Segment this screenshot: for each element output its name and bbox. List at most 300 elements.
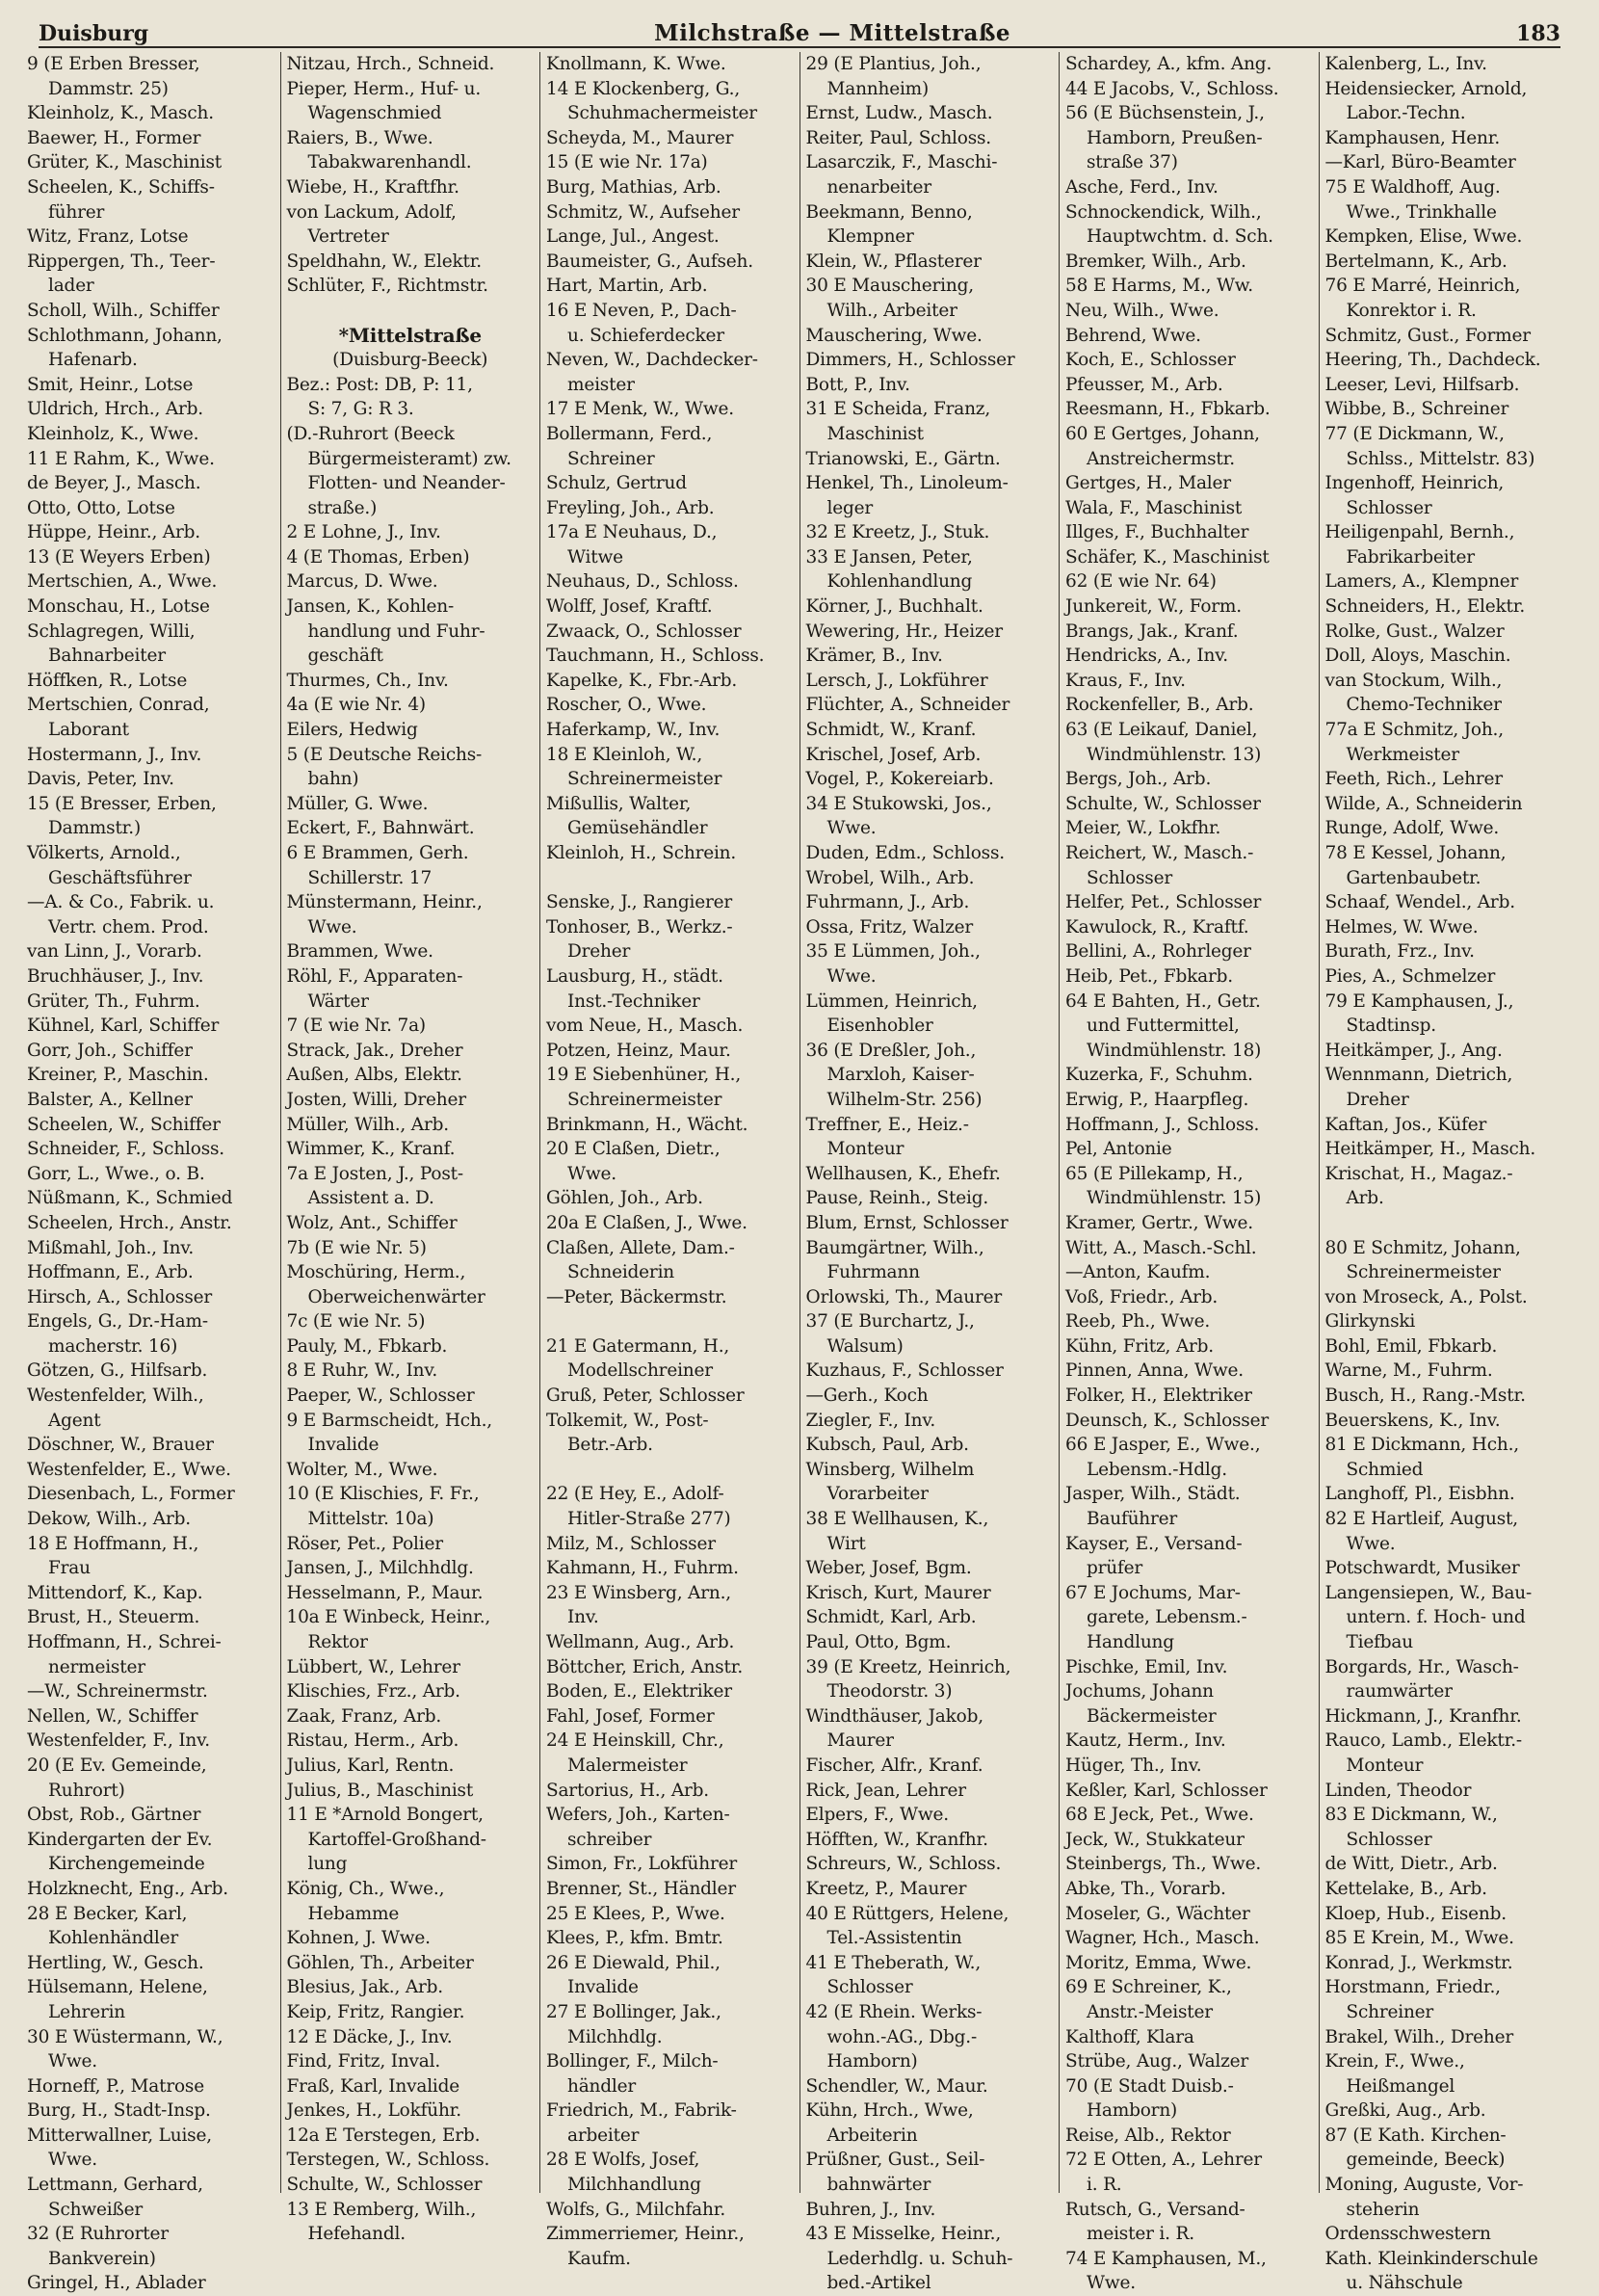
entry-line: Gruß, Peter, Schlosser (546, 1386, 745, 1407)
entry-line: Kloep, Hub., Eisenb. (1324, 1903, 1507, 1924)
entry-line: Erwig, P., Haarpfleg. (1065, 1089, 1249, 1110)
entry-line: Chemo-Techniker (1346, 695, 1502, 716)
entry-line: 80 E Schmitz, Johann, (1324, 1237, 1521, 1258)
entry-line: Glirkynski (1324, 1311, 1416, 1333)
entry-line: Freyling, Joh., Arb. (546, 497, 715, 518)
entry-line: Nitzau, Hrch., Schneid. (286, 54, 495, 74)
entry-line: 37 (E Burchartz, J., (805, 1311, 975, 1333)
entry-line: Moschüring, Herm., (286, 1262, 466, 1283)
entry-line: Kindergarten der Ev. (27, 1829, 213, 1850)
entry-line: 14 E Klockenberg, G., (546, 78, 741, 99)
entry-line: Witt, A., Masch.-Schl. (1065, 1237, 1257, 1258)
entry-line: Moritz, Emma, Wwe. (1065, 1952, 1252, 1973)
entry-line: König, Ch., Wwe., (286, 1878, 445, 1899)
entry-line: 60 E Gertges, Johann, (1065, 423, 1260, 444)
entry-line: Julius, B., Maschinist (286, 1780, 474, 1801)
entry-line: Reichert, W., Masch.- (1065, 843, 1254, 863)
entry-line: Brinkmann, H., Wächt. (546, 1114, 748, 1135)
entry-line: Helmes, W. Wwe. (1324, 916, 1479, 937)
entry-line: 82 E Hartleif, August, (1324, 1509, 1518, 1530)
entry-line: Laborant (48, 720, 129, 741)
entry-line (546, 866, 794, 891)
entry-line: Heib, Pet., Fbkarb. (1065, 965, 1233, 987)
entry-line: Bäckermeister (1087, 1705, 1217, 1727)
entry-line: Kühn, Fritz, Arb. (1065, 1335, 1214, 1357)
entry-line: Ziegler, F., Inv. (805, 1410, 936, 1431)
entry-line: 11 E *Arnold Bongert, (286, 1805, 484, 1826)
entry-line: Klischies, Frz., Arb. (286, 1681, 460, 1702)
column-1 (21, 52, 280, 2294)
entry-line: Assistent a. D. (307, 1188, 434, 1209)
entry-line: lung (307, 1854, 348, 1875)
entry-line: Betr.-Arb. (567, 1435, 653, 1456)
entry-line: 44 E Jacobs, V., Schloss. (1065, 78, 1279, 99)
entry-line: 20a E Claßen, J., Wwe. (546, 1212, 747, 1233)
entry-line: 32 (E Ruhrorter (27, 2224, 169, 2245)
entry-line: Werkmeister (1346, 744, 1459, 765)
entry-line: Westenfelder, F., Inv. (27, 1730, 210, 1752)
entry-line: S: 7, G: R 3. (307, 399, 414, 420)
entry-line: handlung und Fuhr- (307, 620, 485, 642)
entry-line: Pieper, Herm., Huf- u. (286, 78, 482, 99)
entry-line: Wwe. (1346, 1533, 1396, 1554)
entry-line: Ruhrort) (48, 1780, 125, 1801)
entry-line: Wolff, Josef, Kraftf. (546, 596, 713, 618)
entry-line: Lümmen, Heinrich, (805, 990, 978, 1012)
entry-line: Agent (48, 1410, 101, 1431)
entry-line: Ristau, Herm., Arb. (286, 1730, 459, 1752)
entry-line: Borgards, Hr., Wasch- (1324, 1656, 1519, 1677)
entry-line: Schmied (1346, 1459, 1424, 1480)
entry-line: Knollmann, K. Wwe. (546, 54, 726, 74)
entry-line: Schreinermeister (1346, 1262, 1501, 1283)
entry-line: Mittendorf, K., Kap. (27, 1582, 203, 1603)
entry-line: Balster, A., Kellner (27, 1089, 193, 1110)
entry-line: Münstermann, Heinr., (286, 892, 483, 913)
entry-line: Speldhahn, W., Elektr. (286, 251, 482, 272)
entry-line: 22 (E Hey, E., Adolf- (546, 1484, 724, 1505)
entry-line: Wwe. (826, 818, 877, 839)
entry-line: Schmitz, Gust., Former (1324, 325, 1531, 346)
entry-line: Engels, G., Dr.-Ham- (27, 1311, 208, 1333)
entry-line: Bertelmann, K., Arb. (1324, 251, 1507, 272)
entry-line: Schlosser (1087, 867, 1172, 888)
entry-line: Hickmann, J., Kranfhr. (1324, 1705, 1522, 1727)
entry-line: Hesselmann, P., Maur. (286, 1582, 484, 1603)
entry-line: Jenkes, H., Lokführ. (286, 2100, 461, 2122)
entry-line: Wilh., Arbeiter (826, 300, 957, 321)
entry-line: Kalthoff, Klara (1065, 2026, 1194, 2047)
entry-line (1325, 1211, 1573, 1236)
entry-line: Mertschien, Conrad, (27, 695, 210, 716)
entry-line: 66 E Jasper, E., Wwe., (1065, 1435, 1261, 1456)
entry-line: Schreinermeister (567, 1089, 722, 1110)
entry-line: Schillerstr. 17 (307, 867, 433, 888)
entry-line: Döschner, W., Brauer (27, 1435, 214, 1456)
entry-line: Kühnel, Karl, Schiffer (27, 1016, 220, 1037)
column-4 (800, 52, 1060, 2294)
entry-line: Grüter, K., Maschinist (27, 152, 222, 173)
entry-line: Tiefbau (1346, 1632, 1413, 1652)
entry-line: Schlosser (826, 1977, 913, 1998)
entry-line: Fuhrmann, J., Arb. (805, 892, 970, 913)
entry-line: van Linn, J., Vorarb. (27, 941, 202, 963)
entry-line: Buhren, J., Inv. (805, 2199, 936, 2220)
entry-line: Grüter, Th., Fuhrm. (27, 990, 200, 1012)
entry-line: van Stockum, Wilh., (1324, 670, 1503, 691)
entry-line: Reesmann, H., Fbkarb. (1065, 399, 1271, 420)
entry-line: Ingenhoff, Heinrich, (1324, 473, 1505, 494)
entry-line: führer (48, 201, 105, 223)
entry-line: 11 E Rahm, K., Wwe. (27, 448, 215, 469)
entry-line: Brangs, Jak., Kranf. (1065, 620, 1239, 642)
columns-container (21, 52, 1578, 2294)
entry-line: Hauptwchtm. d. Sch. (1087, 226, 1273, 248)
entry-line: 87 (E Kath. Kirchen- (1324, 2124, 1507, 2146)
entry-line: Hebamme (307, 1903, 400, 1924)
entry-line: Rockenfeller, B., Arb. (1065, 695, 1254, 716)
entry-line: Neu, Wilh., Wwe. (1065, 300, 1219, 321)
entry-line: 26 E Diewald, Phil., (546, 1952, 721, 1973)
entry-line: Kamphausen, Henr. (1324, 127, 1501, 148)
entry-line: Horstmann, Friedr., (1324, 1977, 1501, 1998)
entry-line: 30 E Wüstermann, W., (27, 2026, 223, 2047)
entry-line: Kleinholz, K., Masch. (27, 103, 214, 124)
entry-line: Hoffmann, H., Schrei- (27, 1632, 222, 1652)
entry-line: Scheelen, Hrch., Anstr. (27, 1212, 232, 1233)
entry-line: 32 E Kreetz, J., Stuk. (805, 522, 990, 543)
entry-line: Klees, P., kfm. Bmtr. (546, 1928, 723, 1949)
entry-line: Monteur (826, 1139, 904, 1160)
entry-line: Höffken, R., Lotse (27, 670, 188, 691)
entry-line: Paeper, W., Schlosser (286, 1386, 475, 1407)
entry-line: Schulte, W., Schlosser (286, 2175, 483, 2196)
entry-line (287, 299, 535, 324)
entry-line: 35 E Lümmen, Joh., (805, 941, 981, 963)
entry-line: 10a E Winbeck, Heinr., (286, 1607, 491, 1628)
entry-line: Bollinger, F., Milch- (546, 2051, 719, 2072)
entry-line: Konrad, J., Werkmstr. (1324, 1952, 1513, 1973)
entry-line: Fischer, Alfr., Kranf. (805, 1755, 983, 1776)
entry-line: Schmidt, W., Kranf. (805, 720, 977, 741)
entry-line: Trianowski, E., Gärtn. (805, 448, 1001, 469)
entry-line: Völkerts, Arnold., (27, 843, 181, 863)
entry-line: 15 (E wie Nr. 17a) (546, 152, 708, 173)
entry-line: Dammstr. 25) (48, 78, 169, 99)
entry-line: Tauchmann, H., Schloss. (546, 646, 765, 667)
entry-line: Neuhaus, D., Schloss. (546, 571, 739, 593)
entry-line: Wwe. (48, 2051, 97, 2072)
entry-line: Lamers, A., Klempner (1324, 571, 1519, 593)
entry-line: 75 E Waldhoff, Aug. (1324, 176, 1501, 198)
entry-line: Haferkamp, W., Inv. (546, 720, 721, 741)
entry-line: geschäft (307, 646, 383, 667)
entry-line: Brammen, Wwe. (286, 941, 433, 963)
entry-line: Marcus, D. Wwe. (286, 571, 438, 593)
entry-line: Lettmann, Gerhard, (27, 2175, 203, 2196)
entry-line: Schendler, W., Maur. (805, 2075, 988, 2097)
entry-line: 9 (E Erben Bresser, (27, 54, 200, 74)
entry-line: Tel.-Assistentin (826, 1928, 962, 1949)
entry-line: Anstr.-Meister (1087, 2001, 1213, 2022)
entry-line: Kaftan, Jos., Küfer (1324, 1114, 1487, 1135)
entry-line: Kleinholz, K., Wwe. (27, 423, 199, 444)
entry-line: 63 (E Leikauf, Daniel, (1065, 720, 1258, 741)
entry-line: Walsum) (826, 1335, 904, 1357)
entry-line: 85 E Krein, M., Wwe. (1324, 1928, 1514, 1949)
entry-line: 70 (E Stadt Duisb.- (1065, 2075, 1234, 2097)
entry-line: Claßen, Allete, Dam.- (546, 1237, 735, 1258)
entry-line: Schreinermeister (567, 769, 722, 790)
entry-line: Kreiner, P., Maschin. (27, 1065, 209, 1086)
entry-line: 31 E Scheida, Franz, (805, 399, 991, 420)
entry-line: 36 (E Dreßler, Joh., (805, 1040, 977, 1061)
entry-line: Wibbe, B., Schreiner (1324, 399, 1509, 420)
entry-line: 34 E Stukowski, Jos., (805, 793, 992, 814)
entry-line: Kautz, Herm., Inv. (1065, 1730, 1226, 1752)
entry-line: Orlowski, Th., Maurer (805, 1286, 1003, 1307)
entry-line: Wwe. (48, 2150, 97, 2171)
entry-line: Eilers, Hedwig (286, 720, 418, 741)
entry-line: 7b (E wie Nr. 5) (286, 1237, 427, 1258)
entry-line: Wirt (826, 1533, 866, 1554)
entry-line: Baewer, H., Former (27, 127, 201, 148)
entry-line: Krämer, B., Inv. (805, 646, 943, 667)
entry-line: Baumgärtner, Wilh., (805, 1237, 984, 1258)
entry-line: Göhlen, Th., Arbeiter (286, 1952, 474, 1973)
column-5 (1059, 52, 1319, 2294)
entry-line: Rolke, Gust., Walzer (1324, 620, 1505, 642)
entry-line: Pauly, M., Fbkarb. (286, 1335, 448, 1357)
page-header (39, 13, 1560, 48)
entry-line: Wellhausen, K., Ehefr. (805, 1163, 1001, 1184)
entry-line: Zimmerriemer, Heinr., (546, 2224, 745, 2245)
entry-line: Lasarczik, F., Maschi- (805, 152, 998, 173)
entry-line: Schneider, F., Schloss. (27, 1139, 224, 1160)
entry-line: Wiebe, H., Kraftfhr. (286, 176, 459, 198)
entry-line: Krein, F., Wwe., (1324, 2051, 1465, 2072)
entry-line: Reiter, Paul, Schloss. (805, 127, 991, 148)
entry-line: Folker, H., Elektriker (1065, 1386, 1252, 1407)
entry-line: Uldrich, Hrch., Arb. (27, 399, 203, 420)
entry-line: Monschau, H., Lotse (27, 596, 210, 618)
entry-line: Westenfelder, E., Wwe. (27, 1459, 231, 1480)
entry-line: Flüchter, A., Schneider (805, 695, 1010, 716)
entry-line: Find, Fritz, Inval. (286, 2051, 441, 2072)
entry-line: 8 E Ruhr, W., Inv. (286, 1360, 438, 1382)
entry-line: 24 E Heinskill, Chr., (546, 1730, 724, 1752)
entry-line: Heering, Th., Dachdeck. (1324, 350, 1541, 371)
entry-line: 64 E Bahten, H., Getr. (1065, 990, 1261, 1012)
entry-line: 65 (E Pillekamp, H., (1065, 1163, 1244, 1184)
entry-line: de Beyer, J., Masch. (27, 473, 201, 494)
entry-line: 2 E Lohne, J., Inv. (286, 522, 441, 543)
entry-line: Bollermann, Ferd., (546, 423, 713, 444)
entry-line: bahnwärter (826, 2175, 931, 2196)
column-2 (280, 52, 540, 2245)
entry-line: Lehrerin (48, 2001, 126, 2022)
entry-line: macherstr. 16) (48, 1335, 178, 1357)
entry-line: Pischke, Emil, Inv. (1065, 1656, 1228, 1677)
entry-line: Kuzerka, F., Schuhm. (1065, 1065, 1253, 1086)
entry-line: Zaak, Franz, Arb. (286, 1705, 442, 1727)
entry-line: 25 E Klees, P., Wwe. (546, 1903, 725, 1924)
entry-line: Mertschien, A., Wwe. (27, 571, 218, 593)
entry-line: Wagner, Hch., Masch. (1065, 1928, 1260, 1949)
entry-line: 68 E Jeck, Pet., Wwe. (1065, 1805, 1254, 1826)
entry-line: Illges, F., Buchhalter (1065, 522, 1249, 543)
entry-line: Lausburg, H., städt. (546, 965, 723, 987)
entry-line: Linden, Theodor (1324, 1780, 1472, 1801)
entry-line: Raiers, B., Wwe. (286, 127, 433, 148)
entry-line: Feeth, Rich., Lehrer (1324, 769, 1503, 790)
entry-line: nermeister (48, 1656, 145, 1677)
entry-line: Kawulock, R., Kraftf. (1065, 916, 1249, 937)
entry-line: Voß, Friedr., Arb. (1065, 1286, 1219, 1307)
entry-line: Burath, Frz., Inv. (1324, 941, 1475, 963)
entry-line: Diesenbach, L., Former (27, 1484, 235, 1505)
entry-line: —Gerh., Koch (805, 1386, 929, 1407)
entry-line: Gorr, Joh., Schiffer (27, 1040, 193, 1061)
entry-line: 83 E Dickmann, W., (1324, 1805, 1498, 1826)
entry-line: Moseler, G., Wächter (1065, 1903, 1250, 1924)
entry-line: Nüßmann, K., Schmied (27, 1188, 233, 1209)
entry-line: Fabrikarbeiter (1346, 546, 1475, 567)
entry-line: meister (567, 374, 635, 395)
entry-line: Bez.: Post: DB, P: 11, (286, 374, 473, 395)
entry-line: Fuhrmann (826, 1262, 920, 1283)
entry-line: von Mroseck, A., Polst. (1324, 1286, 1528, 1307)
entry-line: schreiber (567, 1829, 652, 1850)
entry-line: Witwe (567, 546, 623, 567)
entry-line: 42 (E Rhein. Werks- (805, 2001, 983, 2022)
entry-line: Kraus, F., Inv. (1065, 670, 1186, 691)
entry-line: Weber, Josef, Bgm. (805, 1558, 972, 1579)
entry-line: Windmühlenstr. 18) (1087, 1040, 1262, 1061)
entry-line: Marxloh, Kaiser- (826, 1065, 975, 1086)
entry-line: Göhlen, Joh., Arb. (546, 1188, 703, 1209)
entry-line: Wilhelm-Str. 256) (826, 1089, 983, 1110)
entry-line: Lebensm.-Hdlg. (1087, 1459, 1227, 1480)
entry-line: u. Nähschule (1346, 2273, 1463, 2294)
entry-line: Rauco, Lamb., Elektr.- (1324, 1730, 1522, 1752)
entry-line: Lederhdlg. u. Schuh- (826, 2248, 1013, 2269)
entry-line: Ossa, Fritz, Walzer (805, 916, 974, 937)
entry-line: Kühn, Hrch., Wwe, (805, 2100, 974, 2122)
entry-line: Dekow, Wilh., Arb. (27, 1509, 191, 1530)
entry-line: Bruchhäuser, J., Inv. (27, 965, 204, 987)
entry-line: Pinnen, Anna, Wwe. (1065, 1360, 1244, 1382)
entry-line: Wwe. (307, 916, 357, 937)
entry-line: Vertr. chem. Prod. (48, 916, 209, 937)
entry-line: 72 E Otten, A., Lehrer (1065, 2150, 1262, 2171)
entry-line: Busch, H., Rang.-Mstr. (1324, 1386, 1526, 1407)
entry-line: 12 E Däcke, J., Inv. (286, 2026, 453, 2047)
entry-line: Mittelstr. 10a) (307, 1509, 434, 1530)
entry-line: Schuhmachermeister (567, 103, 757, 124)
entry-line: Hefehandl. (307, 2224, 406, 2245)
entry-line: Schneiderin (567, 1262, 674, 1283)
entry-line: Gertges, H., Maler (1065, 473, 1231, 494)
entry-line: Müller, Wilh., Arb. (286, 1114, 449, 1135)
entry-line: Kath. Kleinkinderschule (1324, 2248, 1538, 2269)
entry-line: gemeinde, Beeck) (1346, 2150, 1506, 2171)
entry-line: 76 E Marré, Heinrich, (1324, 276, 1521, 297)
entry-line: wohn.-AG., Dbg.- (826, 2026, 978, 2047)
entry-line: Thurmes, Ch., Inv. (286, 670, 449, 691)
entry-line: Wennmann, Dietrich, (1324, 1065, 1513, 1086)
entry-line: Monteur (1346, 1755, 1424, 1776)
header-city: Duisburg (39, 21, 149, 46)
entry-line: Dimmers, H., Schlosser (805, 350, 1015, 371)
entry-line: Wellmann, Aug., Arb. (546, 1632, 735, 1652)
entry-line: Milz, M., Schlosser (546, 1533, 716, 1554)
entry-line: Neven, W., Dachdecker- (546, 350, 758, 371)
entry-line: arbeiter (567, 2124, 640, 2146)
entry-line: Davis, Peter, Inv. (27, 769, 174, 790)
entry-line: Strübe, Aug., Walzer (1065, 2051, 1249, 2072)
entry-line: 28 E Becker, Karl, (27, 1903, 188, 1924)
entry-line: Bahnarbeiter (48, 646, 166, 667)
entry-line: 39 (E Kreetz, Heinrich, (805, 1656, 1011, 1677)
entry-line: Simon, Fr., Lokführer (546, 1854, 737, 1875)
entry-line: 9 E Barmscheidt, Hch., (286, 1410, 492, 1431)
entry-line: 17a E Neuhaus, D., (546, 522, 718, 543)
entry-line: Handlung (1087, 1632, 1174, 1652)
entry-line: Windmühlenstr. 13) (1087, 744, 1262, 765)
entry-line: von Lackum, Adolf, (286, 201, 457, 223)
entry-line: Schlüter, F., Richtmstr. (286, 276, 488, 297)
entry-line: Höfften, W., Kranfhr. (805, 1829, 988, 1850)
entry-line (546, 1458, 794, 1483)
entry-line: Hendricks, A., Inv. (1065, 646, 1228, 667)
entry-line: raumwärter (1346, 1681, 1453, 1702)
entry-line: Beuerskens, K., Inv. (1324, 1410, 1501, 1431)
entry-line: Holzknecht, Eng., Arb. (27, 1878, 228, 1899)
entry-line: Hüger, Th., Inv. (1065, 1755, 1202, 1776)
entry-line: Schlosser (1346, 1829, 1432, 1850)
entry-line: steherin (1346, 2199, 1420, 2220)
entry-line: Strack, Jak., Dreher (286, 1040, 463, 1061)
entry-line: Klempner (826, 226, 914, 248)
entry-line: Schneiders, H., Elektr. (1324, 596, 1525, 618)
entry-line: Friedrich, M., Fabrik- (546, 2100, 737, 2122)
entry-line: Eisenhobler (826, 1016, 933, 1037)
entry-line: Potzen, Heinz, Maur. (546, 1040, 731, 1061)
entry-line: Josten, Willi, Dreher (286, 1089, 466, 1110)
entry-line: Blesius, Jak., Arb. (286, 1977, 443, 1998)
entry-line: Mauschering, Wwe. (805, 325, 983, 346)
entry-line: de Witt, Dietr., Arb. (1324, 1854, 1498, 1875)
entry-line: —W., Schreinermstr. (27, 1681, 208, 1702)
entry-line: Kohlenhandlung (826, 571, 973, 593)
entry-line: 15 (E Bresser, Erben, (27, 793, 217, 814)
entry-line: Schardey, A., kfm. Ang. (1065, 54, 1272, 74)
entry-line: Wwe. (1087, 2273, 1136, 2294)
entry-line: Jeck, W., Stukkateur (1065, 1829, 1245, 1850)
entry-line: Kubsch, Paul, Arb. (805, 1435, 969, 1456)
entry-line: Rutsch, G., Versand- (1065, 2199, 1245, 2220)
entry-line: Gemüsehändler (567, 818, 708, 839)
entry-line: lader (48, 276, 94, 297)
entry-line: Zwaack, O., Schlosser (546, 620, 742, 642)
entry-line: Hoffmann, J., Schloss. (1065, 1114, 1260, 1135)
entry-line: Schlosser (1346, 497, 1432, 518)
entry-line: 27 E Bollinger, Jak., (546, 2001, 721, 2022)
entry-line: Westenfelder, Wilh., (27, 1386, 204, 1407)
entry-line: Kirchengemeinde (48, 1854, 205, 1875)
entry-line: Julius, Karl, Rentn. (286, 1755, 455, 1776)
